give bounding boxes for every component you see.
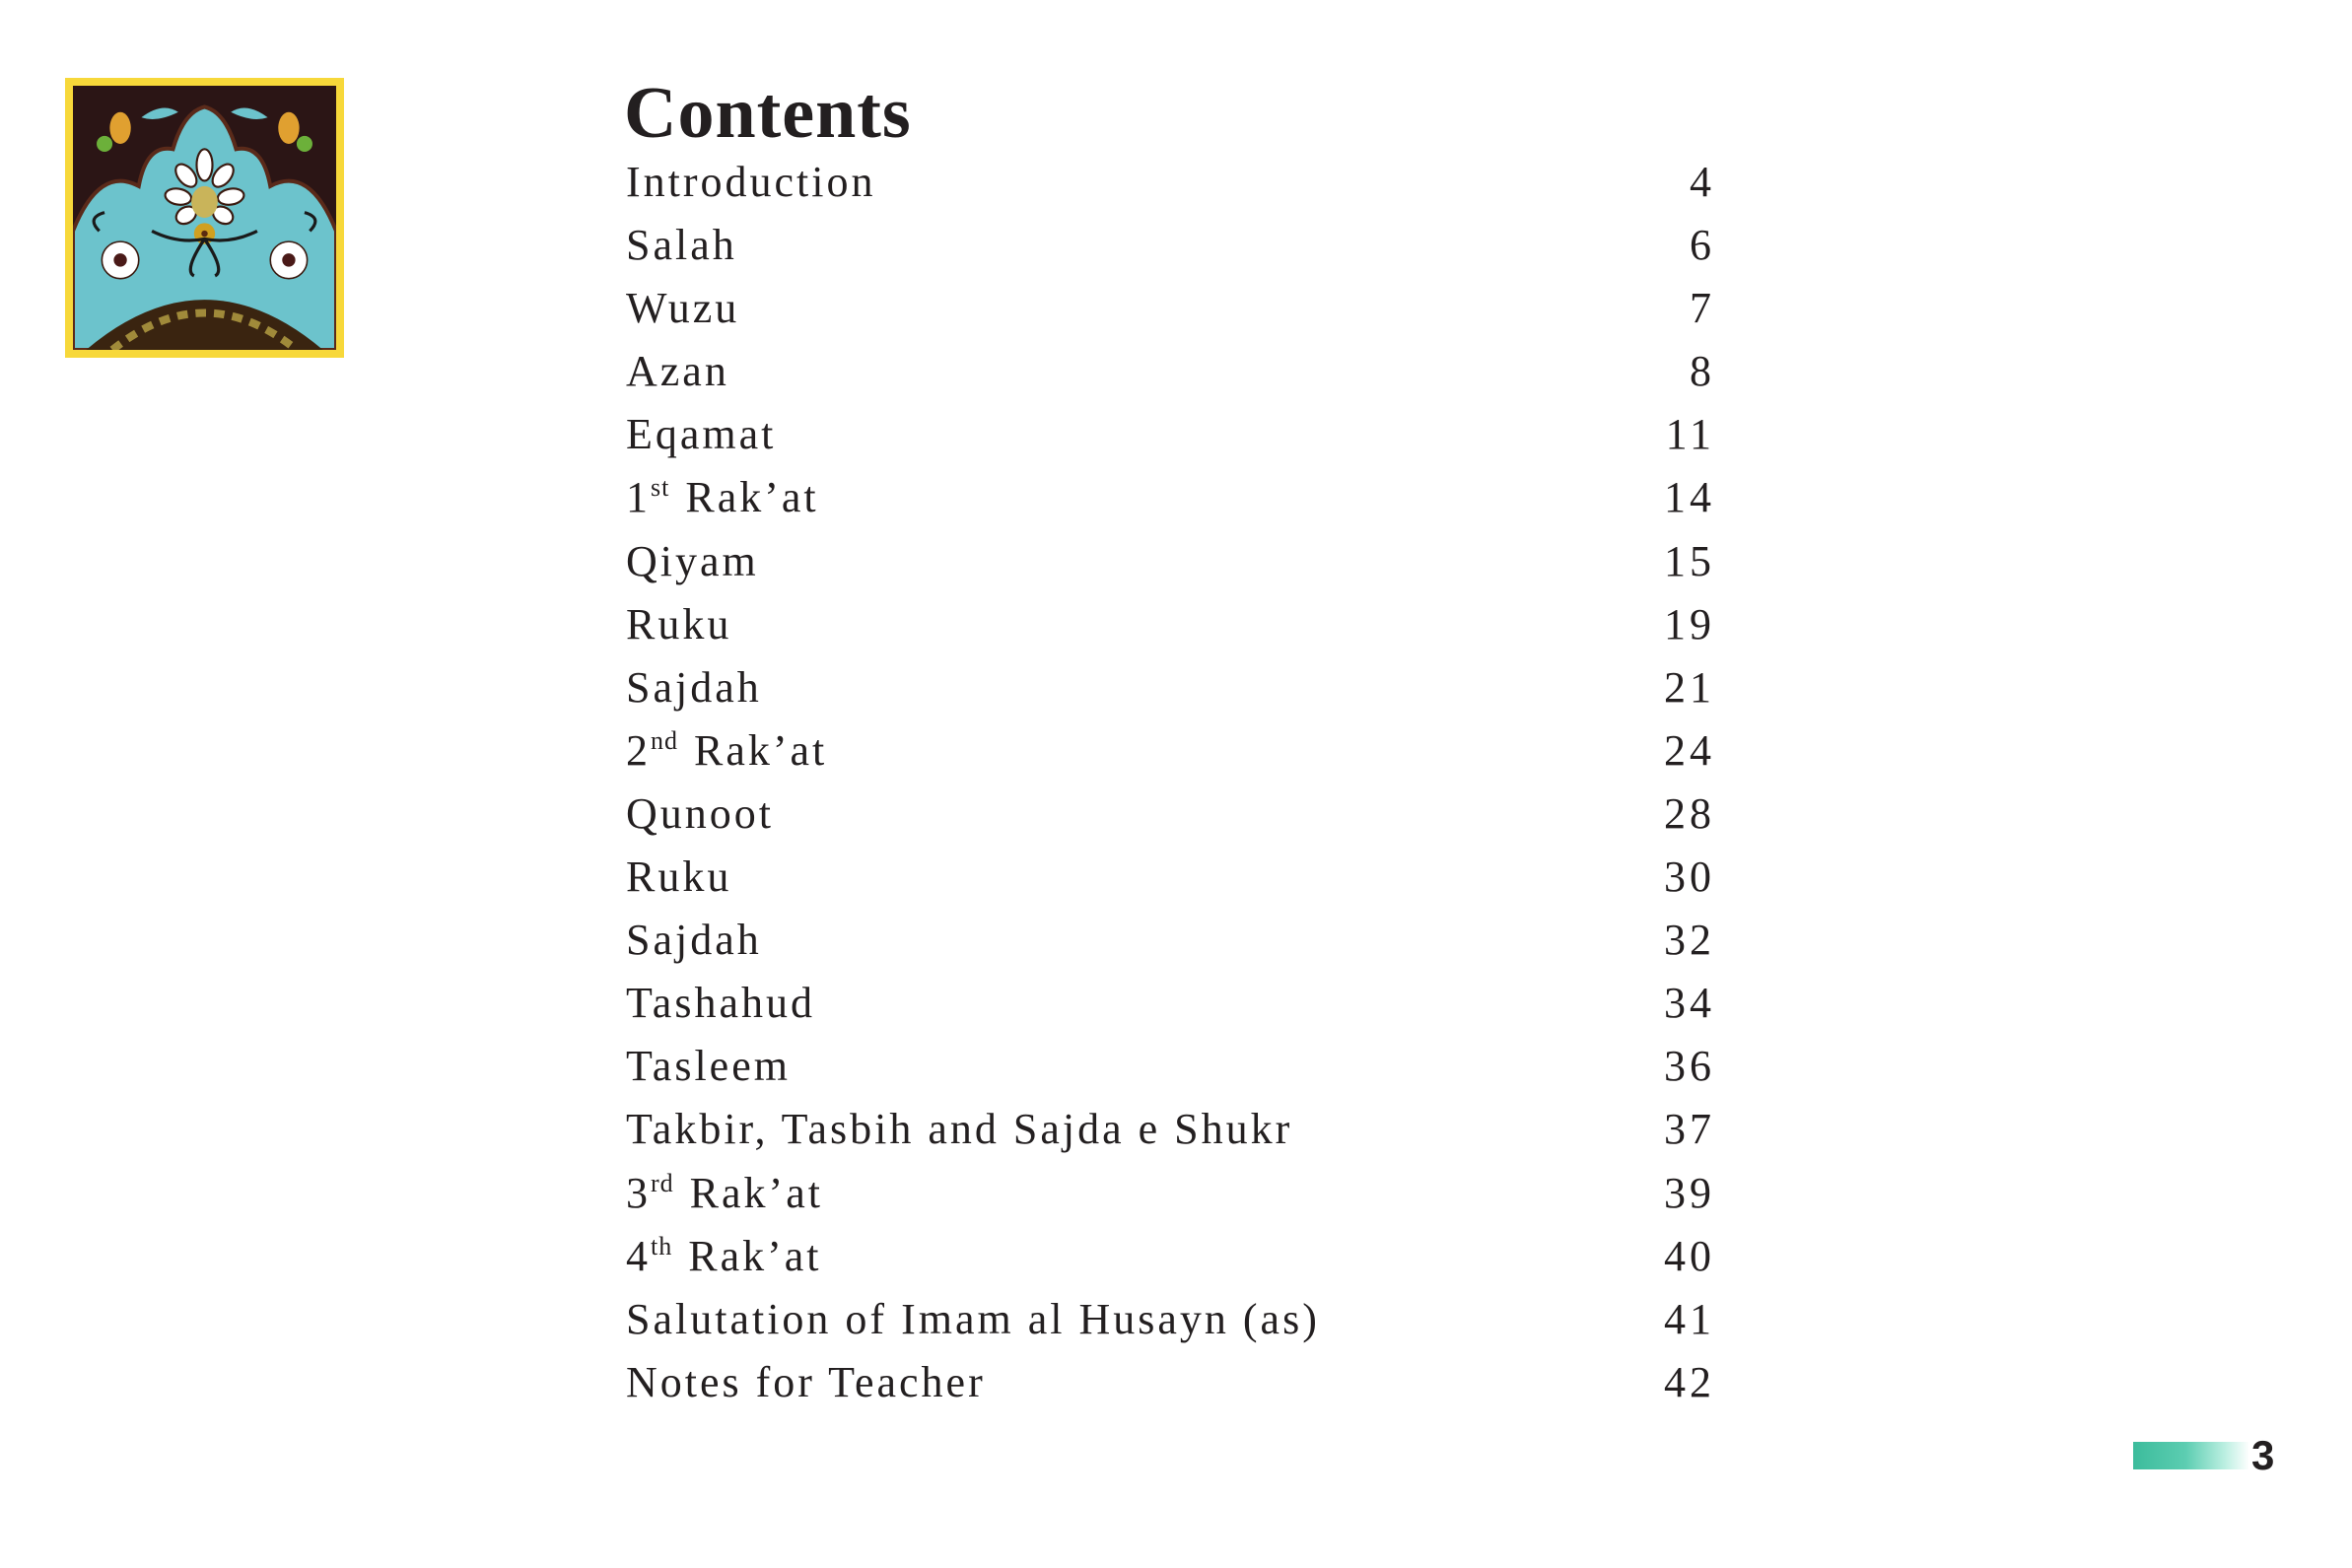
toc-entry-title [626, 1035, 791, 1098]
toc-entry-title [626, 1225, 822, 1294]
toc-entry-ordinal: 3 [626, 1168, 651, 1217]
toc-entry-title [626, 972, 815, 1035]
toc-entry [626, 593, 1715, 656]
toc-entry-label: Wuzu [626, 284, 740, 333]
toc-entry-label: Sajdah [626, 916, 762, 965]
toc-entry [626, 214, 1715, 277]
toc-entry-title [626, 846, 731, 909]
toc-entry-title [626, 1351, 986, 1414]
toc-entry-page: 37 [1664, 1105, 1715, 1154]
toc-entry-ordinal-suffix: st [651, 473, 670, 503]
toc-entry-page: 34 [1664, 979, 1715, 1028]
toc-entry-page: 41 [1664, 1294, 1715, 1343]
toc-entry [626, 340, 1715, 403]
toc-entry-label: Salah [626, 221, 737, 270]
toc-entry [626, 1225, 1715, 1288]
toc-entry-label: Azan [626, 347, 729, 396]
page-number: 3 [2251, 1432, 2275, 1478]
toc-entry-label: Introduction [626, 158, 876, 206]
toc-entry-label: Eqamat [626, 410, 777, 459]
toc-entry-page: 28 [1664, 788, 1715, 838]
toc-entry [626, 277, 1715, 340]
toc-entry-label: Tasleem [626, 1042, 791, 1091]
toc-entry [626, 719, 1715, 783]
toc-entry-title [626, 1162, 823, 1231]
toc-entry [626, 403, 1715, 466]
toc-entry-page: 32 [1664, 916, 1715, 965]
toc-entry [626, 846, 1715, 909]
toc-entry-page: 39 [1664, 1168, 1715, 1217]
toc-entry [626, 466, 1715, 529]
toc-entry [626, 783, 1715, 846]
toc-entry-page: 11 [1665, 410, 1715, 459]
toc-entry-label: Rak’at [680, 725, 828, 775]
toc-entry-title [626, 593, 731, 656]
toc-entry-label: Tashahud [626, 979, 815, 1028]
toc-entry-title [626, 909, 762, 972]
toc-entry-page: 15 [1664, 536, 1715, 585]
toc-entry-label: Ruku [626, 599, 732, 648]
toc-entry-page: 6 [1690, 221, 1715, 270]
toc-entry-title [626, 277, 739, 340]
toc-entry-ordinal-suffix: nd [651, 725, 678, 755]
toc-entry [626, 656, 1715, 719]
toc-entry [626, 1098, 1715, 1161]
toc-entry-label: Qiyam [626, 536, 759, 585]
toc-entry-page: 4 [1690, 158, 1715, 206]
toc-entry-ordinal: 1 [626, 473, 651, 522]
toc-entry-label: Takbir, Tasbih and Sajda e Shukr [626, 1105, 1293, 1154]
toc-entry-label: Notes for Teacher [626, 1357, 986, 1406]
toc-entry-label: Rak’at [674, 1231, 822, 1280]
toc-entry-label: Rak’at [671, 473, 819, 522]
toc-entry-ordinal-suffix: rd [651, 1168, 674, 1197]
toc-entry-title [626, 403, 776, 466]
toc-entry-title [626, 1288, 1320, 1351]
toc-entry-page: 42 [1664, 1357, 1715, 1406]
toc-entry [626, 151, 1715, 214]
toc-entry-title [626, 530, 759, 593]
toc-entry [626, 1288, 1715, 1351]
table-of-contents [626, 151, 1715, 1414]
toc-entry-label: Rak’at [675, 1168, 823, 1217]
toc-entry-page: 30 [1664, 852, 1715, 902]
toc-entry-label: Sajdah [626, 662, 762, 712]
toc-entry-title [626, 656, 762, 719]
toc-entry-page: 14 [1664, 473, 1715, 522]
toc-entry-title [626, 214, 737, 277]
toc-entry [626, 1035, 1715, 1098]
toc-entry-title [626, 1098, 1292, 1161]
toc-entry-page: 40 [1664, 1231, 1715, 1280]
toc-entry-ordinal: 2 [626, 725, 651, 775]
toc-entry-page: 8 [1690, 347, 1715, 396]
decorative-tile-image [65, 78, 344, 358]
toc-entry-title [626, 719, 827, 788]
toc-entry-page: 21 [1664, 662, 1715, 712]
page-number-accent-bar [2133, 1442, 2249, 1469]
toc-entry-label: Salutation of Imam al Husayn (as) [626, 1294, 1320, 1343]
toc-entry-page: 19 [1664, 599, 1715, 648]
toc-entry [626, 972, 1715, 1035]
toc-entry-label: Qunoot [626, 788, 774, 838]
toc-entry-title [626, 151, 876, 214]
toc-entry [626, 909, 1715, 972]
toc-entry-title [626, 783, 774, 846]
toc-entry [626, 1162, 1715, 1225]
toc-entry [626, 530, 1715, 593]
toc-entry-title [626, 466, 819, 535]
toc-entry-page: 24 [1664, 725, 1715, 775]
toc-entry-title [626, 340, 729, 403]
toc-entry-ordinal-suffix: th [651, 1231, 673, 1261]
toc-entry-page: 36 [1664, 1042, 1715, 1091]
toc-entry-ordinal: 4 [626, 1231, 651, 1280]
toc-entry [626, 1351, 1715, 1414]
toc-entry-page: 7 [1690, 284, 1715, 333]
toc-entry-label: Ruku [626, 852, 732, 902]
page-title: Contents [624, 73, 912, 154]
